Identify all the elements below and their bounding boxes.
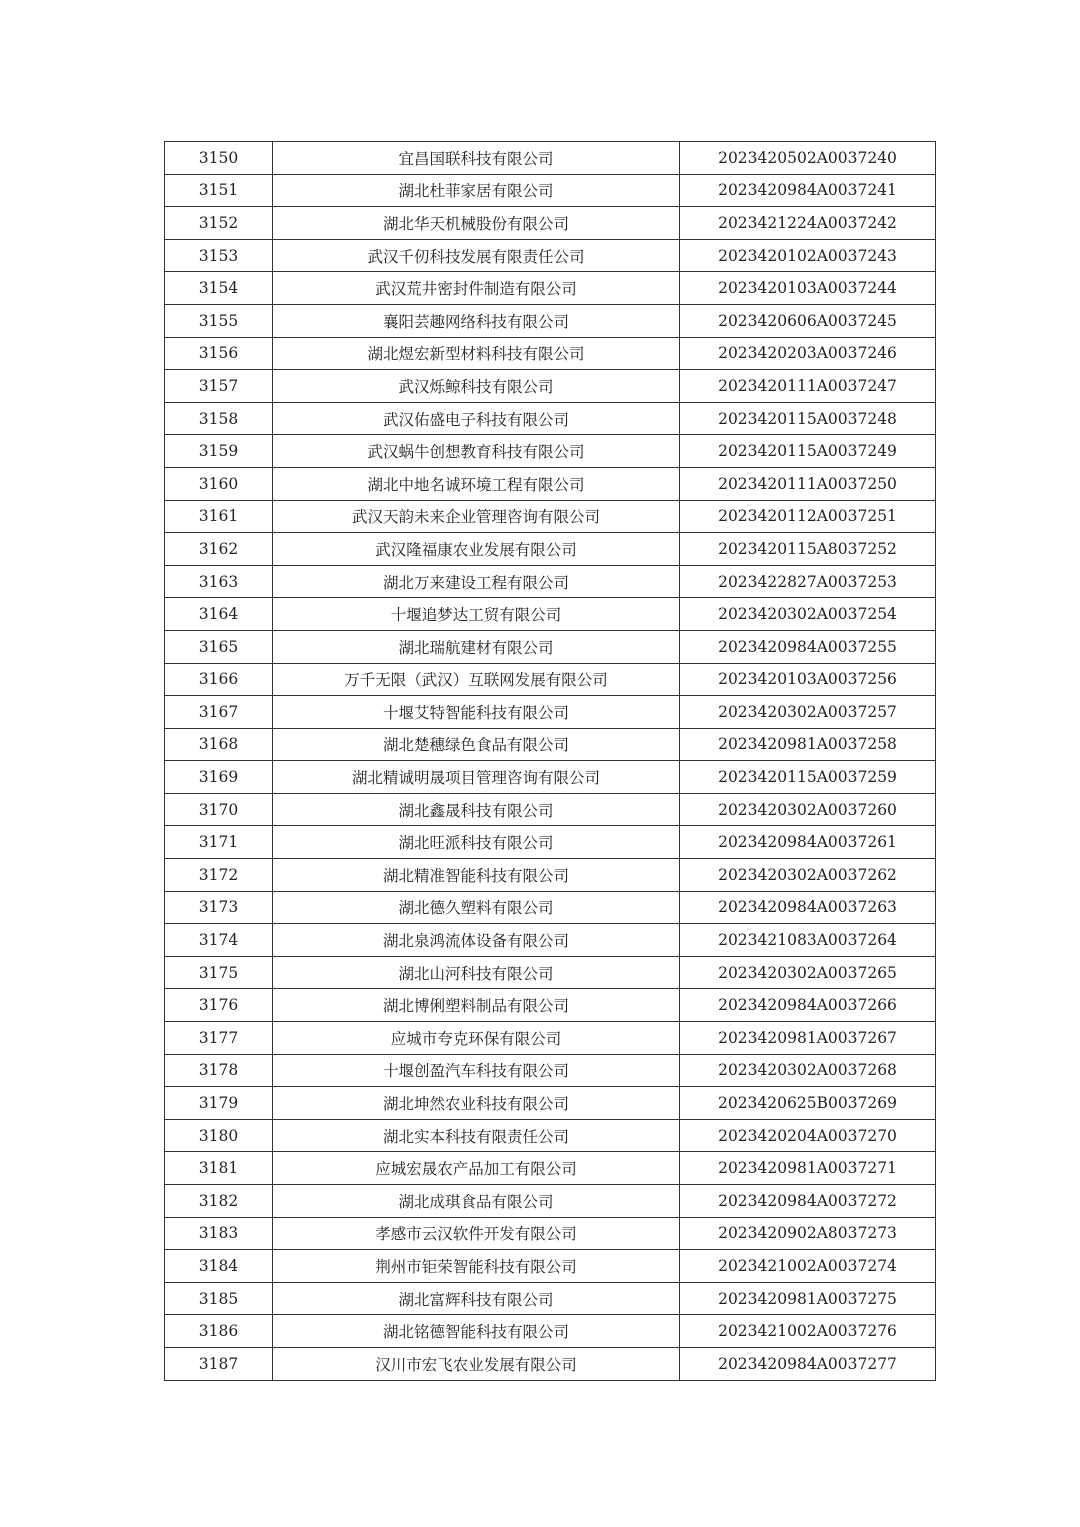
company-name-cell: 湖北山河科技有限公司 bbox=[273, 956, 680, 989]
table-row bbox=[165, 500, 936, 533]
table-row bbox=[165, 1152, 936, 1185]
table-row bbox=[165, 239, 936, 272]
registration-code-cell: 2023420302A0037257 bbox=[680, 696, 936, 729]
table-row bbox=[165, 989, 936, 1022]
table-row bbox=[165, 1054, 936, 1087]
row-number-cell: 3164 bbox=[165, 598, 273, 631]
company-name-cell: 武汉天韵未来企业管理咨询有限公司 bbox=[273, 500, 680, 533]
registration-code-cell: 2023420981A0037267 bbox=[680, 1022, 936, 1055]
registration-code-cell: 2023421002A0037276 bbox=[680, 1315, 936, 1348]
registration-code-cell: 2023421083A0037264 bbox=[680, 924, 936, 957]
company-name-cell: 武汉烁鲸科技有限公司 bbox=[273, 370, 680, 403]
registration-code-cell: 2023420103A0037244 bbox=[680, 272, 936, 305]
table-row bbox=[165, 761, 936, 794]
registration-code-cell: 2023420115A0037259 bbox=[680, 761, 936, 794]
row-number-cell: 3159 bbox=[165, 435, 273, 468]
registration-code-cell: 2023420111A0037250 bbox=[680, 467, 936, 500]
company-name-cell: 湖北华天机械股份有限公司 bbox=[273, 207, 680, 240]
table-row bbox=[165, 533, 936, 566]
row-number-cell: 3162 bbox=[165, 533, 273, 566]
registration-code-cell: 2023420302A0037265 bbox=[680, 956, 936, 989]
company-name-cell: 湖北楚穗绿色食品有限公司 bbox=[273, 728, 680, 761]
company-name-cell: 武汉佑盛电子科技有限公司 bbox=[273, 402, 680, 435]
registration-code-cell: 2023421224A0037242 bbox=[680, 207, 936, 240]
company-name-cell: 应城宏晟农产品加工有限公司 bbox=[273, 1152, 680, 1185]
row-number-cell: 3185 bbox=[165, 1282, 273, 1315]
row-number-cell: 3160 bbox=[165, 467, 273, 500]
row-number-cell: 3179 bbox=[165, 1087, 273, 1120]
company-name-cell: 湖北泉鸿流体设备有限公司 bbox=[273, 924, 680, 957]
row-number-cell: 3178 bbox=[165, 1054, 273, 1087]
row-number-cell: 3150 bbox=[165, 142, 273, 175]
table-row bbox=[165, 1217, 936, 1250]
table-row bbox=[165, 793, 936, 826]
registration-code-cell: 2023420103A0037256 bbox=[680, 663, 936, 696]
row-number-cell: 3186 bbox=[165, 1315, 273, 1348]
row-number-cell: 3170 bbox=[165, 793, 273, 826]
registration-code-cell: 2023422827A0037253 bbox=[680, 565, 936, 598]
registration-code-cell: 2023420302A0037262 bbox=[680, 859, 936, 892]
company-name-cell: 应城市夸克环保有限公司 bbox=[273, 1022, 680, 1055]
registration-code-cell: 2023420115A0037249 bbox=[680, 435, 936, 468]
row-number-cell: 3180 bbox=[165, 1119, 273, 1152]
table-row bbox=[165, 272, 936, 305]
row-number-cell: 3169 bbox=[165, 761, 273, 794]
registry-table-body bbox=[165, 142, 936, 1381]
table-row bbox=[165, 924, 936, 957]
row-number-cell: 3168 bbox=[165, 728, 273, 761]
company-name-cell: 十堰艾特智能科技有限公司 bbox=[273, 696, 680, 729]
registration-code-cell: 2023420203A0037246 bbox=[680, 337, 936, 370]
table-row bbox=[165, 337, 936, 370]
registration-code-cell: 2023420112A0037251 bbox=[680, 500, 936, 533]
company-name-cell: 湖北杜菲家居有限公司 bbox=[273, 174, 680, 207]
row-number-cell: 3161 bbox=[165, 500, 273, 533]
row-number-cell: 3165 bbox=[165, 630, 273, 663]
table-row bbox=[165, 826, 936, 859]
company-name-cell: 汉川市宏飞农业发展有限公司 bbox=[273, 1347, 680, 1380]
registration-code-cell: 2023420102A0037243 bbox=[680, 239, 936, 272]
registration-code-cell: 2023420981A0037275 bbox=[680, 1282, 936, 1315]
row-number-cell: 3153 bbox=[165, 239, 273, 272]
table-row bbox=[165, 1185, 936, 1218]
company-name-cell: 湖北中地名诚环境工程有限公司 bbox=[273, 467, 680, 500]
registration-code-cell: 2023420981A0037258 bbox=[680, 728, 936, 761]
company-name-cell: 湖北实本科技有限责任公司 bbox=[273, 1119, 680, 1152]
table-row bbox=[165, 663, 936, 696]
company-name-cell: 湖北铭德智能科技有限公司 bbox=[273, 1315, 680, 1348]
row-number-cell: 3171 bbox=[165, 826, 273, 859]
table-row bbox=[165, 142, 936, 175]
row-number-cell: 3167 bbox=[165, 696, 273, 729]
row-number-cell: 3163 bbox=[165, 565, 273, 598]
table-row bbox=[165, 630, 936, 663]
row-number-cell: 3154 bbox=[165, 272, 273, 305]
company-name-cell: 湖北瑞航建材有限公司 bbox=[273, 630, 680, 663]
registration-code-cell: 2023420984A0037266 bbox=[680, 989, 936, 1022]
row-number-cell: 3174 bbox=[165, 924, 273, 957]
company-name-cell: 武汉千仞科技发展有限责任公司 bbox=[273, 239, 680, 272]
table-row bbox=[165, 859, 936, 892]
row-number-cell: 3183 bbox=[165, 1217, 273, 1250]
registration-code-cell: 2023420502A0037240 bbox=[680, 142, 936, 175]
company-name-cell: 湖北博俐塑料制品有限公司 bbox=[273, 989, 680, 1022]
company-name-cell: 湖北坤然农业科技有限公司 bbox=[273, 1087, 680, 1120]
registration-code-cell: 2023420302A0037268 bbox=[680, 1054, 936, 1087]
row-number-cell: 3181 bbox=[165, 1152, 273, 1185]
table-row bbox=[165, 370, 936, 403]
company-name-cell: 湖北精准智能科技有限公司 bbox=[273, 859, 680, 892]
table-row bbox=[165, 467, 936, 500]
table-row bbox=[165, 1087, 936, 1120]
registration-code-cell: 2023420984A0037272 bbox=[680, 1185, 936, 1218]
table-row bbox=[165, 174, 936, 207]
row-number-cell: 3176 bbox=[165, 989, 273, 1022]
company-name-cell: 宜昌国联科技有限公司 bbox=[273, 142, 680, 175]
company-name-cell: 孝感市云汉软件开发有限公司 bbox=[273, 1217, 680, 1250]
registration-code-cell: 2023421002A0037274 bbox=[680, 1250, 936, 1283]
table-row bbox=[165, 1250, 936, 1283]
company-name-cell: 武汉隆福康农业发展有限公司 bbox=[273, 533, 680, 566]
row-number-cell: 3155 bbox=[165, 304, 273, 337]
company-name-cell: 荆州市钜荣智能科技有限公司 bbox=[273, 1250, 680, 1283]
table-row bbox=[165, 1022, 936, 1055]
row-number-cell: 3158 bbox=[165, 402, 273, 435]
company-registry-table bbox=[164, 141, 936, 1381]
row-number-cell: 3166 bbox=[165, 663, 273, 696]
registration-code-cell: 2023420984A0037255 bbox=[680, 630, 936, 663]
company-name-cell: 湖北德久塑料有限公司 bbox=[273, 891, 680, 924]
row-number-cell: 3152 bbox=[165, 207, 273, 240]
company-name-cell: 湖北富辉科技有限公司 bbox=[273, 1282, 680, 1315]
registration-code-cell: 2023420981A0037271 bbox=[680, 1152, 936, 1185]
registration-code-cell: 2023420204A0037270 bbox=[680, 1119, 936, 1152]
company-name-cell: 湖北精诚明晟项目管理咨询有限公司 bbox=[273, 761, 680, 794]
row-number-cell: 3156 bbox=[165, 337, 273, 370]
table-row bbox=[165, 402, 936, 435]
company-name-cell: 湖北鑫晟科技有限公司 bbox=[273, 793, 680, 826]
table-row bbox=[165, 304, 936, 337]
row-number-cell: 3175 bbox=[165, 956, 273, 989]
company-name-cell: 武汉蜗牛创想教育科技有限公司 bbox=[273, 435, 680, 468]
table-row bbox=[165, 1119, 936, 1152]
registration-code-cell: 2023420625B0037269 bbox=[680, 1087, 936, 1120]
row-number-cell: 3157 bbox=[165, 370, 273, 403]
registration-code-cell: 2023420111A0037247 bbox=[680, 370, 936, 403]
registration-code-cell: 2023420984A0037261 bbox=[680, 826, 936, 859]
table-row bbox=[165, 1315, 936, 1348]
registration-code-cell: 2023420902A8037273 bbox=[680, 1217, 936, 1250]
company-name-cell: 万千无限（武汉）互联网发展有限公司 bbox=[273, 663, 680, 696]
registration-code-cell: 2023420984A0037241 bbox=[680, 174, 936, 207]
table-row bbox=[165, 1347, 936, 1380]
row-number-cell: 3184 bbox=[165, 1250, 273, 1283]
company-name-cell: 十堰追梦达工贸有限公司 bbox=[273, 598, 680, 631]
company-name-cell: 湖北旺派科技有限公司 bbox=[273, 826, 680, 859]
table-row bbox=[165, 1282, 936, 1315]
registration-code-cell: 2023420606A0037245 bbox=[680, 304, 936, 337]
company-name-cell: 武汉荒井密封件制造有限公司 bbox=[273, 272, 680, 305]
row-number-cell: 3151 bbox=[165, 174, 273, 207]
company-name-cell: 湖北煜宏新型材料科技有限公司 bbox=[273, 337, 680, 370]
company-name-cell: 襄阳芸趣网络科技有限公司 bbox=[273, 304, 680, 337]
registration-code-cell: 2023420302A0037260 bbox=[680, 793, 936, 826]
table-row bbox=[165, 435, 936, 468]
row-number-cell: 3172 bbox=[165, 859, 273, 892]
table-row bbox=[165, 956, 936, 989]
row-number-cell: 3177 bbox=[165, 1022, 273, 1055]
table-row bbox=[165, 207, 936, 240]
registration-code-cell: 2023420984A0037263 bbox=[680, 891, 936, 924]
registration-code-cell: 2023420984A0037277 bbox=[680, 1347, 936, 1380]
row-number-cell: 3187 bbox=[165, 1347, 273, 1380]
company-name-cell: 十堰创盈汽车科技有限公司 bbox=[273, 1054, 680, 1087]
registration-code-cell: 2023420115A8037252 bbox=[680, 533, 936, 566]
registration-code-cell: 2023420115A0037248 bbox=[680, 402, 936, 435]
table-row bbox=[165, 891, 936, 924]
table-row bbox=[165, 696, 936, 729]
table-row bbox=[165, 598, 936, 631]
company-name-cell: 湖北万来建设工程有限公司 bbox=[273, 565, 680, 598]
table-row bbox=[165, 565, 936, 598]
row-number-cell: 3182 bbox=[165, 1185, 273, 1218]
registration-code-cell: 2023420302A0037254 bbox=[680, 598, 936, 631]
company-name-cell: 湖北成琪食品有限公司 bbox=[273, 1185, 680, 1218]
table-row bbox=[165, 728, 936, 761]
row-number-cell: 3173 bbox=[165, 891, 273, 924]
